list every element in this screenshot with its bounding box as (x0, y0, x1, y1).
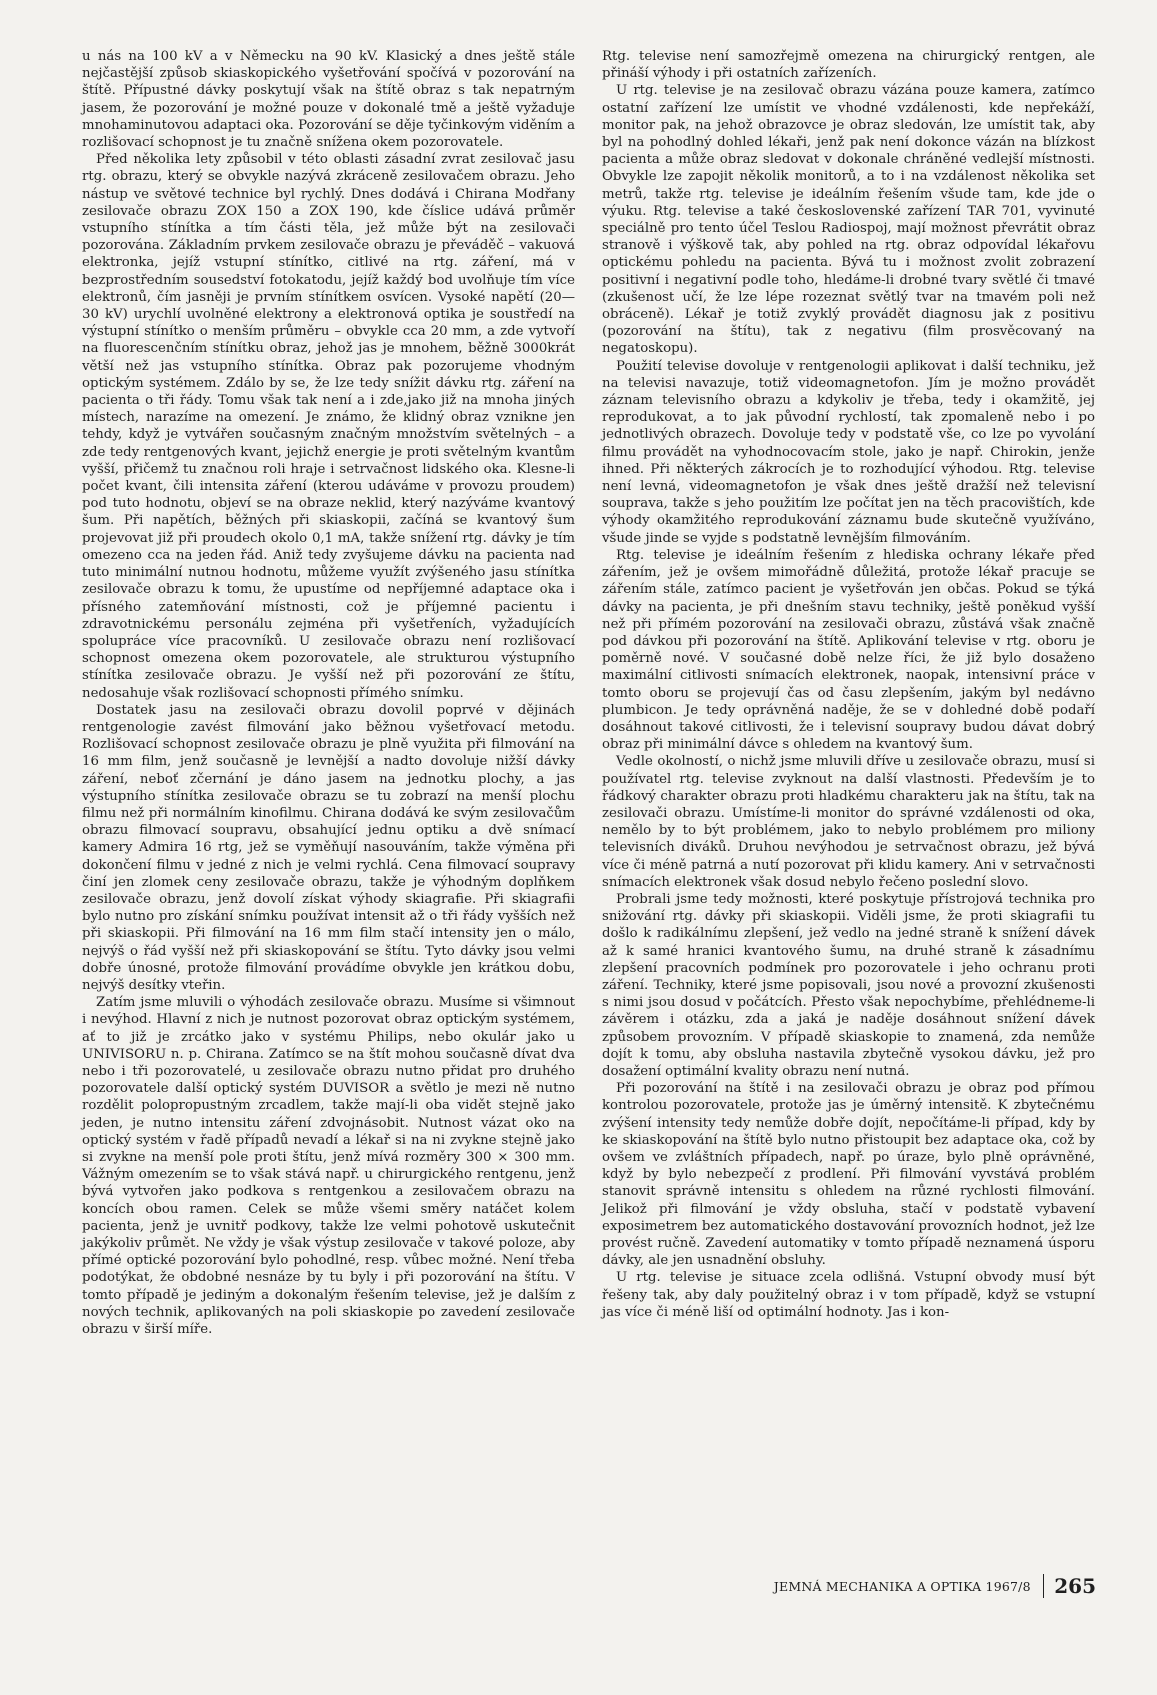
right-text-column (602, 48, 1095, 1321)
journal-title: JEMNÁ MECHANIKA A OPTIKA 1967/8 (773, 1578, 1031, 1594)
paragraph: Probrali jsme tedy možnosti, které poskytuje přístrojová technika pro snižování rtg. dávky při skiaskopii. Viděli jsme, že proti skiagrafii tu došlo k radikálnímu zlepšení, jež vedlo na jedné straně k snížení dávek až k samé hranici kvantového šumu, na druhé straně k zásadnímu zlepšení pracovních podmínek pro pozorovatele i jeho ochranu proti záření. Techniky, které jsme popisovali, jsou nové a provozní zkušenosti s nimi jsou dosud v počátcích. Přesto však nepochybíme, přehlédneme-li závěrem i otázku, zda a jaká je naděje dosáhnout snížení dávek způsobem provozním. V případě skiaskopie to znamená, zda nemůže dojít k tomu, aby obsluha nastavila zbytečně vysokou dávku, jež pro dosažení optimální kvality obrazu není nutná. (602, 891, 1095, 1079)
paragraph: u nás na 100 kV a v Německu na 90 kV. Klasický a dnes ještě stále nejčastější způsob skiaskopického vyšetřování spočívá v pozorování na štítě. Přípustné dávky poskytují však na štítě obraz s tak nepatrným jasem, že pozorování je možné pouze v dokonalé tmě a ještě vyžaduje mnohaminutovou adaptaci oka. Pozorování se děje tyčinkovým viděním a rozlišovací schopnost je tu značně snížena okem pozorovatele. (82, 49, 575, 151)
paragraph: Při pozorování na štítě i na zesilovači obrazu je obraz pod přímou kontrolou pozorovatele, protože jas je úměrný intensitě. K zbytečnému zvýšení intensity tedy nemůže dobře dojít, nepočítáme-li případ, kdy by ke skiaskopování na štítě bylo nutno přistoupit bez adaptace oka, což by ovšem ve zvláštních případech, např. po úraze, bylo plně oprávněné, když by bylo nebezpečí z prodlení. Při filmování vyvstává problém stanovit správně intensitu s ohledem na různé rychlosti filmování. Jelikož při filmování je vždy obsluha, stačí v podstatě vybavení exposimetrem bez automatického dostavování provozních hodnot, jež lze provést ručně. Zavedení automatiky v tomto případě neznamená úsporu dávky, ale jen usnadnění obsluhy. (602, 1081, 1095, 1269)
left-text-column (82, 48, 575, 1338)
paragraph: Zatím jsme mluvili o výhodách zesilovače obrazu. Musíme si všimnout i nevýhod. Hlavní z nich je nutnost pozorovat obraz optickým systémem, ať to již je zrcátko jako v systému Philips, nebo okulár jako u UNIVISORU n. p. Chirana. Zatímco se na štít mohou současně dívat dva nebo i tři pozorovatelé, u zesilovače obrazu nutno přidat pro druhého pozorovatele další optický systém DUVISOR a světlo je mezi ně nutno rozdělit polopropustným zrcadlem, takže mají-li oba vidět stejně jako jeden, je nutno intensitu záření zdvojnásobit. Nutnost vázat oko na optický systém v řadě případů nevadí a lékař si na ni zvykne stejně jako si zvykne na menší pole proti štítu, jenž mívá rozměry 300 × 300 mm. Vážným omezením se to však stává např. u chirurgického rentgenu, jenž bývá vytvořen jako podkova s rentgenkou a zesilovačem obrazu na koncích obou ramen. Celek se může všemi směry natáčet kolem pacienta, jenž je uvnitř podkovy, takže lze velmi pohotově uskutečnit jakýkoliv průmět. Ne vždy je však výstup zesilovače v takové poloze, aby přímé optické pozorování bylo pohodlné, resp. vůbec možné. Není třeba podotýkat, že obdobné nesnáze by tu byly i při pozorování na štítu. V tomto případě je jediným a dokonalým řešením televise, jež je dalším z nových technik, aplikovaných na poli skiaskopie po zavedení zesilovače obrazu v širší míře. (82, 995, 575, 1338)
paragraph: U rtg. televise je na zesilovač obrazu vázána pouze kamera, zatímco ostatní zařízení lze umístit ve vhodné vzdálenosti, kde nepřekáží, monitor pak, na jehož obrazovce je obraz sledován, lze umístit tak, aby byl na pohodlný dohled lékaři, jenž pak není dokonce vázán na blízkost pacienta a může obraz sledovat v dokonale chráněné vedlejší místnosti. Obvykle lze zapojit několik monitorů, a to i na vzdálenost několika set metrů, takže rtg. televise je ideálním řešením všude tam, kde jde o výuku. Rtg. televise a také československé zařízení TAR 701, vyvinuté speciálně pro tento účel Teslou Radiospoj, mají možnost převrátit obraz stranově i výškově tak, aby pohled na rtg. obraz odpovídal lékařovu optickému pohledu na pacienta. Bývá tu i možnost zvolit zobrazení positivní i negativní podle toho, hledáme-li drobné tvary světlé či tmavé (zkušenost učí, že lze lépe rozeznat světlý tvar na tmavém poli než obráceně). Lékař je totiž zvyklý provádět diagnosu jak z positivu (pozorování na štítu), tak z negativu (film prosvěcovaný na negatoskopu). (602, 83, 1095, 357)
paragraph: Dostatek jasu na zesilovači obrazu dovolil poprvé v dějinách rentgenologie zavést filmování jako běžnou vyšetřovací metodu. Rozlišovací schopnost zesilovače obrazu je plně využita při filmování na 16 mm film, jenž současně je levnější a nadto dovoluje nižší dávky záření, neboť zčernání je dáno jasem na jednotku plochy, a jas výstupního stínítka zesilovače obrazu se tu zobrazí na menší plochu filmu než při normálním kinofilmu. Chirana dodává ke svým zesilovačům obrazu filmovací soupravu, obsahující jednu optiku a dvě snímací kamery Admira 16 rtg, jež se vyměňují nasouváním, takže výměna při dokončení filmu v jedné z nich je velmi rychlá. Cena filmovací soupravy činí jen zlomek ceny zesilovače obrazu, takže je výhodným doplňkem zesilovače obrazu, jenž dovolí získat výhody skiagrafie. Při skiagrafii bylo nutno pro získání snímku používat intensit až o tři řády vyšších než při skiaskopii. Při filmování na 16 mm film stačí intensity jen o málo, nejvýš o řád vyšší než při skiaskopování se štítu. Tyto dávky jsou velmi dobře únosné, protože filmování provádíme obvykle jen krátkou dobu, nejvýš desítky vteřin. (82, 702, 575, 993)
paragraph: Rtg. televise je ideálním řešením z hlediska ochrany lékaře před zářením, jež je ovšem mimořádně důležitá, protože lékař pracuje se zářením stále, zatímco pacient je vyšetřován jen občas. Pokud se týká dávky na pacienta, je při dnešním stavu techniky, ještě poněkud vyšší než při přímém pozorování na zesilovači obrazu, zůstává však značně pod dávkou při pozorování na štítě. Aplikování televise v rtg. oboru je poměrně nové. V současné době nelze říci, že již bylo dosaženo maximální citlivosti snímacích elektronek, naopak, intensivní práce v tomto oboru se projevují čas od času zlepšením, jakým byl nedávno plumbicon. Je tedy oprávněná naděje, že se v dohledné době podaří dosáhnout takové citlivosti, že i televisní soupravy budou dávat dobrý obraz při minimální dávce s ohledem na kvantový šum. (602, 547, 1095, 753)
paragraph: Vedle okolností, o nichž jsme mluvili dříve u zesilovače obrazu, musí si používatel rtg. televise zvyknout na další vlastnosti. Především je to řádkový charakter obrazu proti hladkému charakteru jak na štítu, tak na zesilovači obrazu. Umístíme-li monitor do správné vzdálenosti od oka, nemělo by to být problémem, jako to nebylo problémem pro miliony televisních diváků. Druhou nevýhodou je setrvačnost obrazu, jež bývá více či méně patrná a nutí pozorovat při klidu kamery. Ani v setrvačnosti snímacích elektronek však dosud nebylo řečeno poslední slovo. (602, 754, 1095, 890)
paragraph: Použití televise dovoluje v rentgenologii aplikovat i další techniku, jež na televisi navazuje, totiž videomagnetofon. Jím je možno provádět záznam televisního obrazu a kdykoliv je třeba, tedy i okamžitě, jej reprodukovat, a to jak původní rychlostí, tak zpomaleně nebo i po jednotlivých obrazech. Dovoluje tedy v podstatě vše, co lze po vyvolání filmu provádět na vyhodnocovacím stole, jako je např. Chirokin, jenže ihned. Při některých zákrocích je to rozhodující výhodou. Rtg. televise není levná, videomagnetofon je však dnes ještě dražší než televisní souprava, takže s jeho použitím lze počítat jen na těch pracovištích, kde výhody okamžitého reprodukování záznamu bude skutečně využíváno, všude jinde se vyjde s podstatně levnějším filmováním. (602, 358, 1095, 546)
footer-divider (1043, 1574, 1045, 1598)
page-number: 265 (1054, 1574, 1096, 1598)
paragraph: Před několika lety způsobil v této oblasti zásadní zvrat zesilovač jasu rtg. obrazu, který se obvykle nazývá zkráceně zesilovačem obrazu. Jeho nástup ve světové technice byl rychlý. Dnes dodává i Chirana Modřany zesilovače obrazu ZOX 150 a ZOX 190, kde číslice udává průměr vstupního stínítka a tím části těla, jež může být na zesilovači pozorována. Základním prvkem zesilovače obrazu je převáděč – vakuová elektronka, jejíž vstupní stínítko, citlivé na rtg. záření, má v bezprostředním sousedství fotokatodu, jejíž každý bod uvolňuje tím více elektronů, čím jasněji je prvním stínítkem osvícen. Vysoké napětí (20—30 kV) urychlí uvolněné elektrony a elektronová optika je soustředí na výstupní stínítko o menším průměru – obvykle cca 20 mm, a zde vytvoří na fluorescenčním stínítku obraz, jehož jas je mnohem, běžně 3000krát větší než jas vstupního stínítka. Obraz pak pozorujeme vhodným optickým systémem. Zdálo by se, že lze tedy snížit dávku rtg. záření na pacienta o tři řády. Tomu však tak není a i zde,jako již na mnoha jiných místech, narazíme na omezení. Je známo, že klidný obraz vznikne jen tehdy, když je vytvářen současným značným množstvím světelných – a zde tedy rentgenových kvant, jejichž energie je proti světelným kvantům vyšší, přičemž tu značnou roli hraje i setrvačnost lidského oka. Klesne-li počet kvant, čili intensita záření (kterou udáváme v provozu proudem) pod tuto hodnotu, objeví se na obraze neklid, který nazýváme kvantový šum. Při napětích, běžných při skiaskopii, začíná se kvantový šum projevovat již při proudech okolo 0,1 mA, takže snížení rtg. dávky je tím omezeno cca na jeden řád. Aniž tedy zvyšujeme dávku na pacienta nad tuto minimální nutnou hodnotu, můžeme využít zvýšeného jasu stínítka zesilovače obrazu k tomu, že upustíme od nepříjemné adaptace oka i přísného zatemňování místnosti, což je příjemné pacientu i zdravotnickému personálu zejména při vyšetřeních, vyžadujících spolupráce více pracovníků. U zesilovače obrazu není rozlišovací schopnost omezena okem pozorovatele, ale strukturou výstupního stínítka zesilovače obrazu. Je vyšší než při pozorování ze štítu, nedosahuje však rozlišovací schopnosti přímého snímku. (82, 152, 575, 701)
paragraph: U rtg. televise je situace zcela odlišná. Vstupní obvody musí být řešeny tak, aby daly použitelný obraz i v tom případě, když se vstupní jas více či méně liší od optimální hodnoty. Jas i kon- (602, 1270, 1095, 1320)
page-footer (724, 1572, 1096, 1600)
paragraph: Rtg. televise není samozřejmě omezena na chirurgický rentgen, ale přináší výhody i při ostatních zařízeních. (602, 49, 1095, 82)
